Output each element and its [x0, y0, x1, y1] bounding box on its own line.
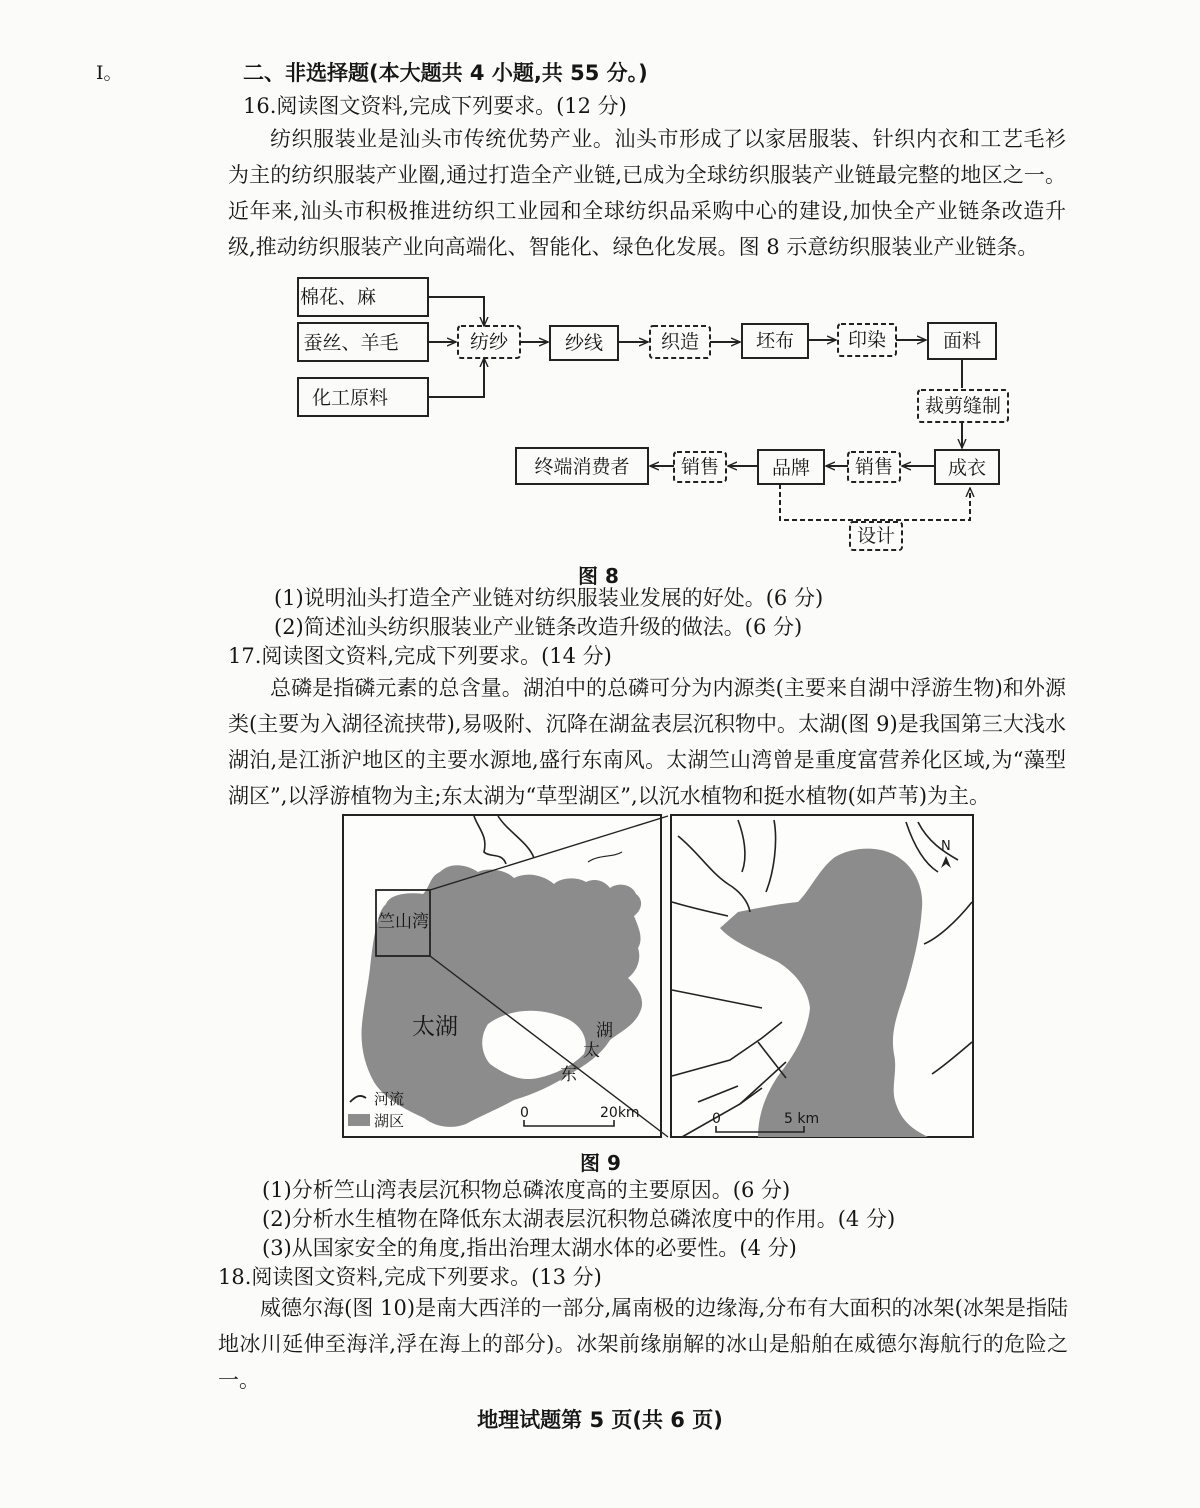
legend-river-label: 河流: [374, 1090, 405, 1108]
scale-right-zero: 0: [712, 1111, 721, 1127]
label-sell1: 销售: [854, 456, 894, 478]
label-sew: 裁剪缝制: [924, 395, 1002, 417]
q16-sub2: (2)简述汕头纺织服装业产业链条改造升级的做法。(6 分): [274, 615, 803, 639]
label-zhushan: 竺山湾: [378, 912, 429, 932]
q17-sub1: (1)分析竺山湾表层沉积物总磷浓度高的主要原因。(6 分): [262, 1178, 791, 1202]
label-weave: 织造: [660, 331, 700, 353]
legend-lake-label: 湖区: [374, 1112, 405, 1130]
figure-8-caption: 图 8: [578, 564, 619, 588]
label-east-3: 东: [560, 1065, 577, 1085]
figure-9-caption: 图 9: [580, 1151, 621, 1175]
label-cotton: 棉花、麻: [299, 286, 377, 308]
label-yarn: 纱线: [564, 332, 604, 354]
q18-title: 18.阅读图文资料,完成下列要求。(13 分): [218, 1265, 602, 1289]
scale-right-km: 5 km: [784, 1111, 820, 1127]
q17-paragraph: 总磷是指磷元素的总含量。湖泊中的总磷可分为内源类(主要来自湖中浮游生物)和外源类(主要为入湖径流挟带),易吸附、沉降在湖盆表层沉积物中。太湖(图 9)是我国第三大浅水湖泊,是江浙沪地区的主要水源地,盛行东南风。太湖竺山湾曾是重度富营养化区域,为“藻型湖区”,以浮游植物为主;东太湖为“草型湖区”,以沉水植物和挺水植物(如芦苇)为主。: [228, 676, 1066, 808]
north-label: N: [941, 839, 951, 854]
label-design: 设计: [856, 525, 896, 547]
figure-8-flowchart: [280, 268, 1020, 558]
label-greige: 坯布: [755, 330, 795, 352]
q16-paragraph: 纺织服装业是汕头市传统优势产业。汕头市形成了以家居服装、针织内衣和工艺毛衫为主的纺织服装产业圈,通过打造全产业链,已成为全球纺织服装产业链最完整的地区之一。近年来,汕头市积极推进纺织工业园和全球纺织品采购中心的建设,加快全产业链条改造升级,推动纺织服装产业向高端化、智能化、绿色化发展。图 8 示意纺织服装业产业链条。: [228, 127, 1066, 259]
figure-9-maps: [338, 812, 978, 1142]
label-sell2: 销售: [680, 456, 720, 478]
q17-sub2: (2)分析水生植物在降低东太湖表层沉积物总磷浓度中的作用。(4 分): [262, 1207, 896, 1231]
label-brand: 品牌: [771, 457, 811, 479]
section-title: 二、非选择题(本大题共 4 小题,共 55 分。): [243, 61, 648, 85]
q17-sub3: (3)从国家安全的角度,指出治理太湖水体的必要性。(4 分): [262, 1236, 797, 1260]
label-silk: 蚕丝、羊毛: [303, 332, 399, 354]
label-garment: 成衣: [947, 457, 987, 479]
q18-paragraph: 威德尔海(图 10)是南大西洋的一部分,属南极的边缘海,分布有大面积的冰架(冰架是指陆地冰川延伸至海洋,浮在海上的部分)。冰架前缘崩解的冰山是船舶在威德尔海航行的危险之一。: [218, 1296, 1068, 1392]
scale-left-zero: 0: [520, 1105, 529, 1121]
q16-sub1: (1)说明汕头打造全产业链对纺织服装业发展的好处。(6 分): [274, 586, 824, 610]
label-east-2: 太: [583, 1041, 600, 1061]
label-east-1: 湖: [596, 1021, 613, 1041]
page-footer: 地理试题第 5 页(共 6 页): [477, 1408, 723, 1432]
label-taihu: 太湖: [412, 1014, 458, 1040]
scale-left-km: 20km: [600, 1105, 640, 1121]
q17-title: 17.阅读图文资料,完成下列要求。(14 分): [228, 644, 612, 668]
label-chemical: 化工原料: [311, 387, 389, 409]
corner-mark: I。: [96, 62, 123, 84]
label-fabric: 面料: [942, 330, 982, 352]
q16-title: 16.阅读图文资料,完成下列要求。(12 分): [243, 94, 627, 118]
label-dye: 印染: [847, 329, 887, 351]
label-spin: 纺纱: [469, 331, 509, 353]
label-consumer: 终端消费者: [534, 456, 630, 478]
legend-lake-symbol: [348, 1114, 370, 1126]
